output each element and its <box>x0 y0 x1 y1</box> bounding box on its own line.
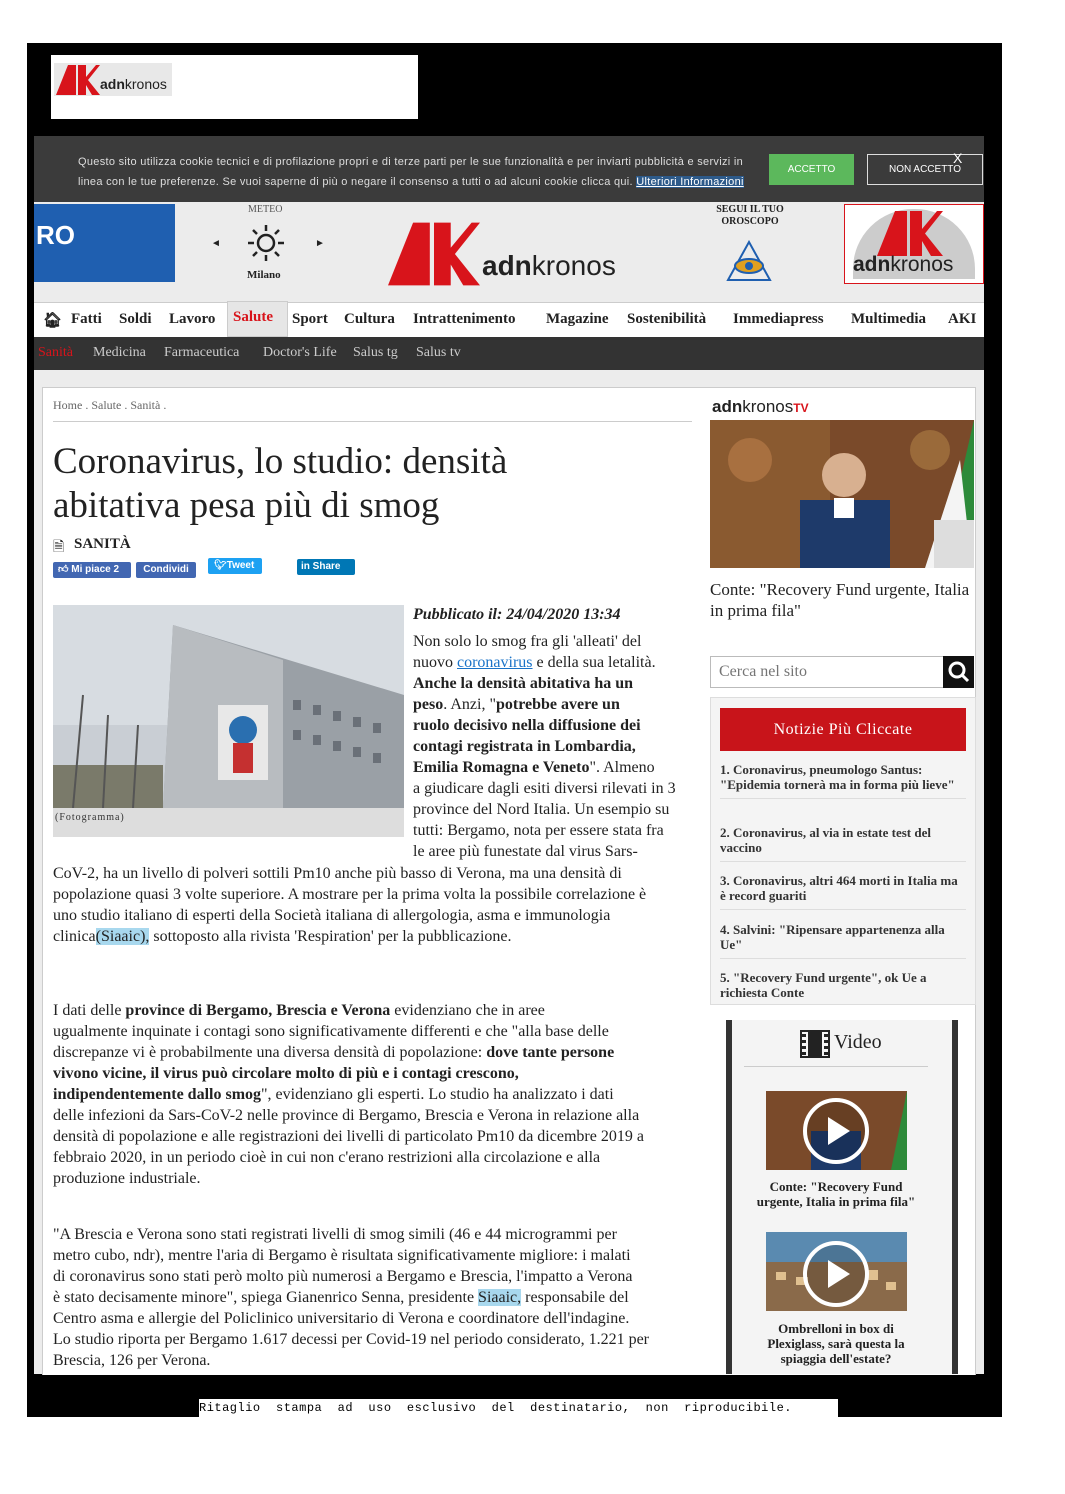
p1-line: ". Almeno <box>589 759 655 776</box>
sub-nav <box>34 337 984 370</box>
facebook-like-button[interactable] <box>53 562 131 578</box>
video-thumbnail-2[interactable] <box>766 1232 907 1311</box>
video-section-title: Video <box>834 1031 882 1053</box>
oroscopo-label[interactable]: SEGUI IL TUO OROSCOPO <box>716 204 784 227</box>
most-clicked-item[interactable]: 5. "Recovery Fund urgente", ok Ue a richiesta Conte <box>720 970 927 1000</box>
p2-bold: dove tante persone <box>486 1044 615 1061</box>
cookie-close-icon[interactable]: X <box>953 150 963 166</box>
facebook-share-button[interactable]: Condividi <box>136 562 196 578</box>
published-date: Pubblicato il: 24/04/2020 13:34 <box>413 606 621 623</box>
coronavirus-link[interactable]: coronavirus <box>457 654 533 671</box>
p3-line: Lo studio riporta per Bergamo 1.617 decessi per Covid-19 nel periodo considerato, 1.221 per <box>53 1331 650 1348</box>
p3-line: Centro asma e allergie del Policlinico universitario di Verona e coordinatore dell'indagine. <box>53 1310 630 1327</box>
home-icon[interactable]: 🏠︎ <box>43 313 63 329</box>
tv-logo-suffix: kronos <box>742 397 794 416</box>
adnkronos-k-icon <box>56 65 100 95</box>
p1-bold: peso <box>413 696 444 713</box>
p2-line: delle infezioni da Sars-CoV-2 nelle province di Bergamo, Brescia e Verona in relazione alla <box>53 1107 640 1124</box>
logo-suffix: kronos <box>124 76 167 92</box>
most-clicked-item[interactable]: 1. Coronavirus, pneumologo Santus: "Epidemia tornerà ma in forma più lieve" <box>720 762 966 799</box>
adnkronos-k-large-icon <box>388 222 480 286</box>
subnav-item-doctors-life[interactable]: Doctor's Life <box>263 345 337 360</box>
nav-item-magazine[interactable]: Magazine <box>546 311 609 327</box>
meteo-prev-icon[interactable]: ◄ <box>211 238 221 249</box>
nav-item-lavoro[interactable]: Lavoro <box>169 311 216 327</box>
banner-logo-suffix: kronos <box>890 253 954 276</box>
header-logo[interactable] <box>388 222 628 286</box>
logo-prefix: adn <box>100 76 125 92</box>
breadcrumb[interactable]: Home . Salute . Sanità . <box>53 398 167 412</box>
paragraph-1-wrap <box>413 631 698 862</box>
tv-logo-tv: TV <box>793 401 809 415</box>
cookie-text <box>78 152 768 192</box>
p1-line: Non solo lo smog fra gli 'alleati' del <box>413 633 642 650</box>
p2-line: evidenziano che in aree <box>394 1002 545 1019</box>
tweet-label: Tweet <box>226 560 255 571</box>
nav-item-immediapress[interactable]: Immediapress <box>733 311 824 327</box>
meteo-next-icon[interactable]: ► <box>315 238 325 249</box>
nav-item-salute[interactable]: Salute <box>233 309 274 325</box>
cookie-banner <box>34 136 984 202</box>
p1-line: popolazione quasi 3 volte superiore. A mostrare per la prima volta la possibile correlazione è <box>53 886 647 903</box>
p1-line: a giudicare dagli esiti diversi rilevati in 3 <box>413 780 676 797</box>
header-logo-prefix: adn <box>482 250 532 281</box>
top-logo-box <box>51 55 418 119</box>
search-button[interactable] <box>943 656 974 688</box>
p2-bold: vivono vicine, il virus può circolare molto di più e i contagi crescono, <box>53 1065 519 1082</box>
left-banner-text: RO <box>36 220 75 250</box>
tv-logo-prefix: adn <box>712 397 743 416</box>
right-logo-banner[interactable] <box>844 204 984 284</box>
sun-icon <box>247 224 285 262</box>
p1-bold: Anche la densità abitativa ha un <box>413 675 634 692</box>
subnav-item-salus-tg[interactable]: Salus tg <box>353 345 398 360</box>
p1-line: sottoposto alla rivista 'Respiration' per la pubblicazione. <box>153 928 512 945</box>
video-divider <box>744 1066 928 1067</box>
cookie-info-link[interactable]: Ulteriori Informazioni <box>636 176 744 188</box>
thumbs-up-icon: 👍︎ <box>58 564 69 575</box>
adnkronos-logo[interactable] <box>54 63 172 96</box>
p1-line: . Anzi, " <box>443 696 496 713</box>
p2-line: produzione industriale. <box>53 1170 201 1187</box>
document-icon: 🗎 <box>53 540 65 555</box>
p2-line: ", evidenziano gli esperti. Lo studio ha analizzato i dati <box>261 1086 614 1103</box>
p2-line: I dati delle <box>53 1002 122 1019</box>
p2-line: ugualmente inquinate i contagi sono significativamente differenti e che "alla base delle <box>53 1023 609 1040</box>
paragraph-3 <box>53 1224 698 1371</box>
p1-bold: ruolo decisivo nella diffusione dei <box>413 717 641 734</box>
paragraph-2 <box>53 1000 698 1189</box>
p3-line: responsabile del <box>525 1289 629 1306</box>
tv-video-caption[interactable]: Conte: "Recovery Fund urgente, Italia in prima fila" <box>710 580 970 620</box>
p2-bold: province di Bergamo, Brescia e Verona <box>125 1002 391 1019</box>
left-banner[interactable] <box>34 204 175 282</box>
p3-line: "A Brescia e Verona sono stati registrati livelli di smog simili (46 e 44 microgrammi per <box>53 1226 617 1243</box>
nav-item-aki[interactable]: AKI <box>948 311 977 327</box>
p1-line: clinica <box>53 928 96 945</box>
building-photo[interactable] <box>53 605 404 808</box>
nav-item-sostenibilita[interactable]: Sostenibilità <box>627 311 707 327</box>
linkedin-icon: in <box>301 561 310 572</box>
header-logo-suffix: kronos <box>531 250 616 281</box>
footer-disclaimer: Ritaglio stampa ad uso esclusivo del destinatario, non riproducibile. <box>199 1399 838 1417</box>
tweet-button[interactable] <box>208 558 262 574</box>
search-input[interactable] <box>717 661 941 683</box>
photo-caption: (Fotogramma) <box>55 812 125 823</box>
article-photo-box <box>53 605 404 837</box>
subnav-item-medicina[interactable]: Medicina <box>93 345 146 360</box>
tv-video-thumbnail[interactable] <box>710 420 974 568</box>
article-title-line-2: abitativa pesa più di smog <box>53 485 440 526</box>
p1-line: e della sua letalità. <box>536 654 656 671</box>
meteo-city: Milano <box>247 269 281 281</box>
banner-logo-prefix: adn <box>853 253 891 276</box>
p1-line: le aree più funestate dal virus Sars- <box>413 843 638 860</box>
p1-bold: contagi registrata in Lombardia, <box>413 738 636 755</box>
banner-k-icon <box>877 211 943 256</box>
p1-line: province del Nord Italia. Un esempio su <box>413 801 670 818</box>
p1-bold: potrebbe avere un <box>495 696 620 713</box>
article-title <box>53 440 507 528</box>
subnav-item-farmaceutica[interactable]: Farmaceutica <box>164 345 240 360</box>
p1-line: CoV-2, ha un livello di polveri sottili Pm10 anche più basso di Verona, ma una densità di <box>53 865 622 882</box>
main-nav <box>34 302 984 338</box>
film-icon <box>800 1030 830 1058</box>
p3-line: è stato decisamente minore", spiega Gianenrico Senna, presidente <box>53 1289 475 1306</box>
paragraph-1-continued <box>53 863 698 947</box>
linkedin-label: Share <box>312 561 341 572</box>
meteo-label: METEO <box>248 204 283 215</box>
nav-item-fatti[interactable]: Fatti <box>71 311 102 327</box>
like-label: Mi piace 2 <box>71 564 120 575</box>
p1-line: tutti: Bergamo, nota per essere stata fra <box>413 822 664 839</box>
nav-item-cultura[interactable]: Cultura <box>344 311 395 327</box>
p3-line: Brescia, 126 per Verona. <box>53 1352 211 1369</box>
most-clicked-item[interactable]: 4. Salvini: "Ripensare appartenenza alla Ue" <box>720 922 966 959</box>
breadcrumb-divider <box>53 421 692 422</box>
search-icon <box>943 656 974 688</box>
p1-line: uno studio italiano di esperti della Società italiana di allergologia, asma e immunologia <box>53 907 611 924</box>
p2-line: densità di popolazione e alle registrazioni dei livelli di particolato Pm10 da dicembre 2019 a <box>53 1128 644 1145</box>
p2-line: discrepanze vi è probabilmente una diversa densità di popolazione: <box>53 1044 483 1061</box>
nav-item-sport[interactable]: Sport <box>292 311 328 327</box>
video-caption-2[interactable]: Ombrelloni in box di Plexiglass, sarà questa la spiaggia dell'estate? <box>767 1321 905 1366</box>
article-title-line-1: Coronavirus, lo studio: densità <box>53 441 508 482</box>
subnav-item-salus-tv[interactable]: Salus tv <box>416 345 461 360</box>
nav-item-soldi[interactable]: Soldi <box>119 311 152 327</box>
p2-bold: indipendentemente dallo smog <box>53 1086 262 1103</box>
p3-line: di coronavirus sono stati però molto più numerosi a Bergamo e Brescia, l'impatto a Verona <box>53 1268 633 1285</box>
twitter-bird-icon: 🐦︎ <box>214 560 227 571</box>
search-box <box>710 656 944 688</box>
most-clicked-item[interactable]: 2. Coronavirus, al via in estate test del vaccino <box>720 825 966 862</box>
siaaic-highlight: Siaaic, <box>478 1289 522 1306</box>
subnav-item-sanita[interactable]: Sanità <box>38 345 73 360</box>
most-clicked-item[interactable]: 3. Coronavirus, altri 464 morti in Italia ma è record guariti <box>720 873 966 910</box>
nav-item-multimedia[interactable]: Multimedia <box>851 311 926 327</box>
linkedin-share-button[interactable] <box>297 559 355 575</box>
site-header <box>34 202 984 300</box>
most-clicked-title: Notizie Più Cliccate <box>720 708 966 751</box>
oroscopo-eye-icon[interactable] <box>722 240 776 282</box>
p2-line: febbraio 2020, in un periodo cioè in cui non c'erano restrizioni alla circolazione e alla <box>53 1149 601 1166</box>
p3-line: metro cubo, ndr), mentre l'aria di Bergamo è risultata significativamente migliore: i malati <box>53 1247 631 1264</box>
article-section[interactable]: SANITÀ <box>74 536 131 552</box>
cookie-deny-button[interactable]: NON ACCETTO <box>867 154 983 185</box>
p1-line: nuovo <box>413 654 453 671</box>
p1-bold: Emilia Romagna e Veneto <box>413 759 590 776</box>
nav-item-intrattenimento[interactable]: Intrattenimento <box>413 311 516 327</box>
cookie-message: Questo sito utilizza cookie tecnici e di profilazione propri e di terze parti per le sue funzionalità e per inviarti pubblicità e servizi in linea con le tue preferenze. Se vuoi saperne di più o negare il consenso a tutti o ad alcuni cookie clicca qui. <box>78 156 744 188</box>
video-caption-1[interactable]: Conte: "Recovery Fund urgente, Italia in prima fila" <box>756 1179 916 1209</box>
adnkronos-tv-logo[interactable] <box>712 397 809 417</box>
video-thumbnail-1[interactable] <box>766 1091 907 1170</box>
cookie-accept-button[interactable]: ACCETTO <box>769 154 854 185</box>
siaaic-highlight: (Siaaic), <box>95 928 150 945</box>
